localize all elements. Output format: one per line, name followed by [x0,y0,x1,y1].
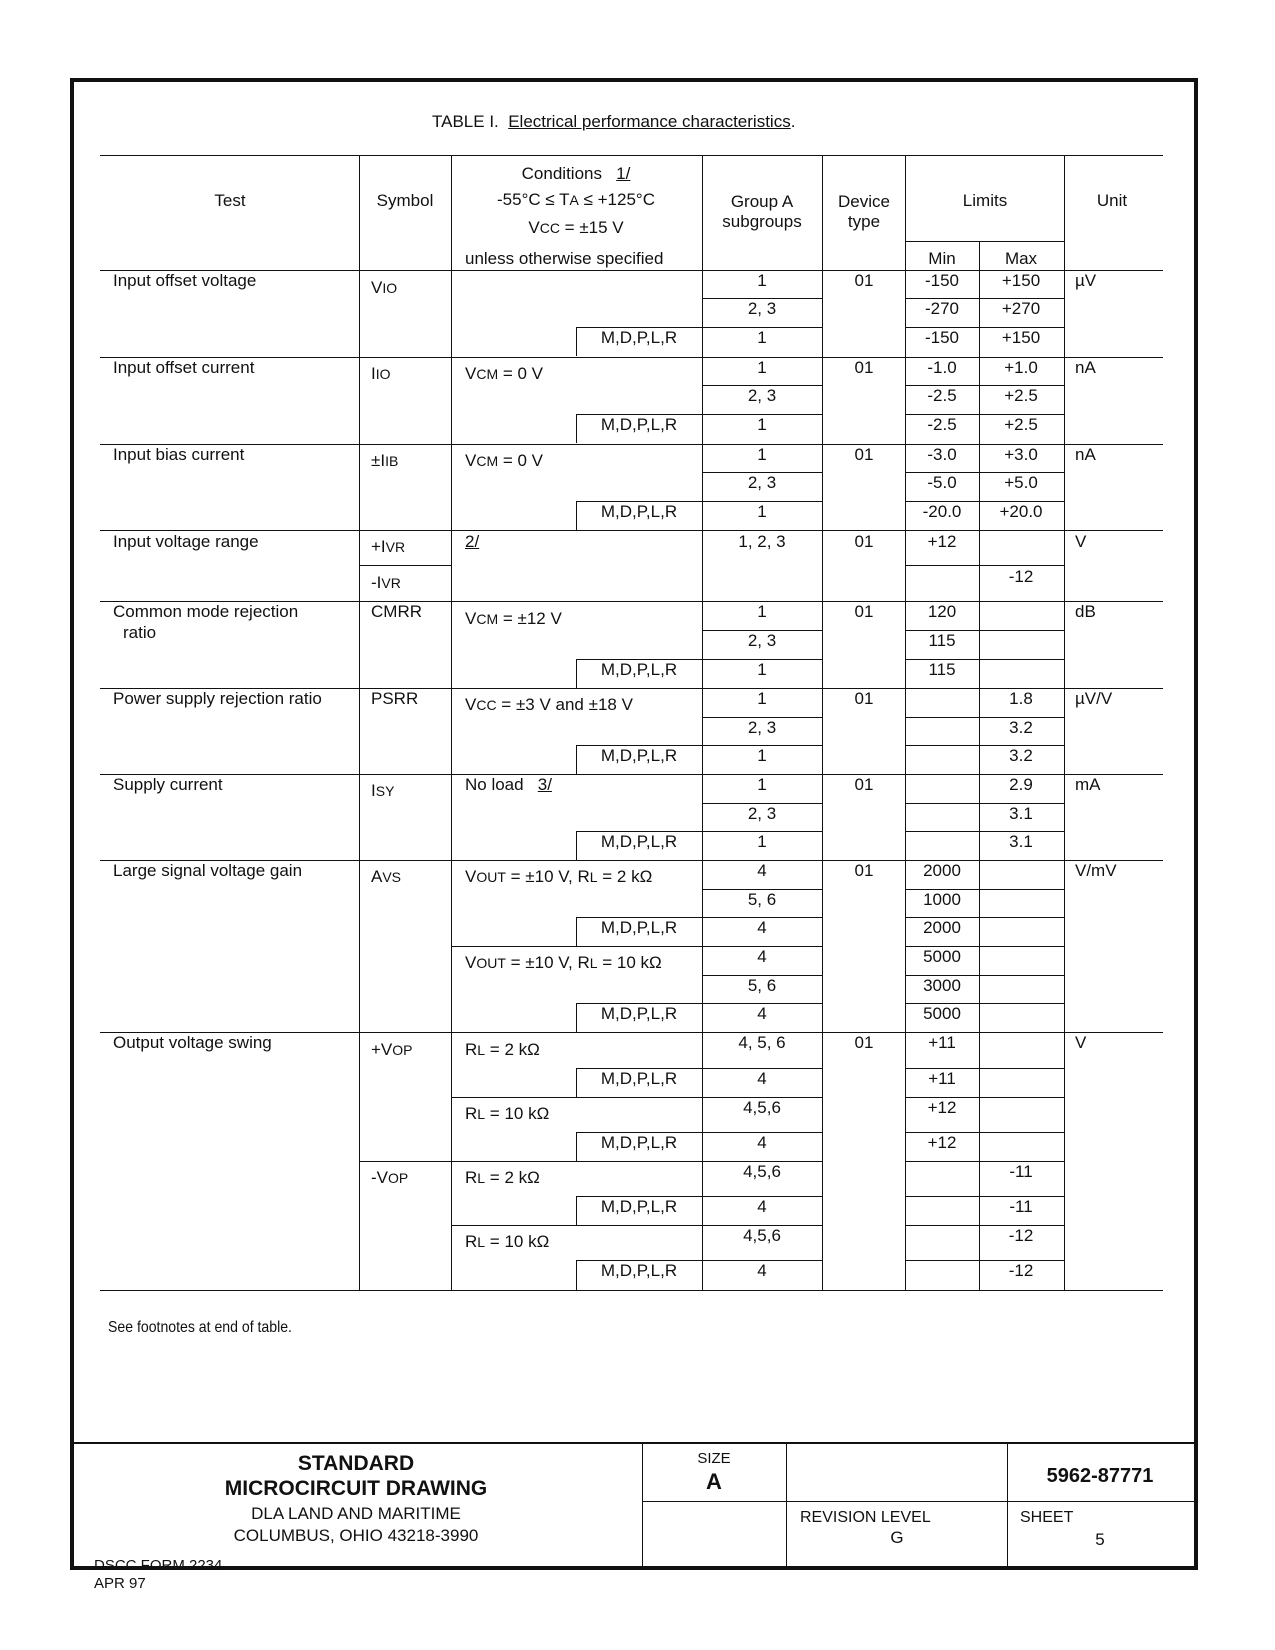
header-symbol: Symbol [376,191,434,210]
row-iio-max: +2.5 [1004,415,1038,434]
row-vio-min: -150 [924,271,960,290]
row-isy-condition: No load 3/ [465,775,552,794]
row-ivr-unit: V [1075,532,1087,551]
row-iio-max: +1.0 [1004,358,1038,377]
row-cmrr-symbol: CMRR [371,602,422,621]
sheet-label: SHEET [1020,1509,1074,1526]
sheet-value: 5 [1095,1530,1105,1549]
form-date: APR 97 [94,1575,146,1592]
row-ivr-note: 2/ [465,532,480,551]
header-max: Max [1004,249,1038,268]
footnote: See footnotes at end of table. [108,1319,292,1336]
row-vop-min: +12 [927,1133,957,1152]
row-isy-qml: M,D,P,L,R [600,832,678,851]
row-psrr-device: 01 [854,689,874,708]
row-psrr-sub: 1 [757,746,767,765]
row-avs-min: 3000 [923,976,961,995]
row-vop-symbol-pos: +VOP [371,1040,413,1059]
row-vop-symbol-neg: -VOP [371,1168,409,1187]
row-iio-min: -1.0 [927,358,957,377]
row-isy-device: 01 [854,775,874,794]
row-iio-device: 01 [854,358,874,377]
row-iib-min: -20.0 [922,502,962,521]
row-vio-symbol: VIO [371,278,398,297]
row-isy-test: Supply current [113,775,223,794]
row-avs-min: 1000 [923,890,961,909]
row-vio-device: 01 [854,271,874,290]
row-iio-symbol: IIO [371,364,391,383]
row-cmrr-min: 120 [927,602,957,621]
row-iib-min: -5.0 [927,473,957,492]
row-vop-qml: M,D,P,L,R [600,1197,678,1216]
row-psrr-test: Power supply rejection ratio [113,689,322,708]
row-iib-sub: 2, 3 [747,473,777,492]
row-cmrr-sub: 1 [757,602,767,621]
row-vop-condition-2k: RL = 2 kΩ [465,1168,540,1187]
row-iib-sub: 1 [757,502,767,521]
row-cmrr-min: 115 [928,660,956,679]
row-vio-max: +150 [1001,328,1041,347]
header-type: type [847,212,881,231]
row-cmrr-unit: dB [1075,602,1096,621]
row-psrr-sub: 2, 3 [747,718,777,737]
row-cmrr-min: 115 [928,631,956,650]
row-avs-symbol: AVS [371,867,402,886]
row-avs-sub: 5, 6 [747,890,777,909]
row-iio-unit: nA [1075,358,1096,377]
row-vop-condition-10k: RL = 10 kΩ [465,1104,550,1123]
row-vop-min: +11 [928,1069,956,1088]
row-avs-min: 5000 [923,1004,961,1023]
row-psrr-max: 3.2 [1009,718,1033,737]
row-isy-sub: 1 [757,775,767,794]
row-avs-min: 2000 [923,918,961,937]
row-vop-max: -11 [1009,1162,1033,1181]
row-vop-device: 01 [854,1033,874,1052]
row-vop-sub: 4 [757,1261,767,1280]
row-avs-sub: 4 [757,947,767,966]
row-iib-max: +5.0 [1004,473,1038,492]
row-iib-unit: nA [1075,445,1096,464]
row-iib-max: +3.0 [1004,445,1038,464]
row-vop-sub: 4, 5, 6 [738,1033,786,1052]
row-isy-unit: mA [1075,775,1101,794]
row-iib-sub: 1 [757,445,767,464]
header-limits: Limits [962,191,1008,210]
row-vio-unit: µV [1075,271,1097,290]
row-ivr-test: Input voltage range [113,532,259,551]
row-iio-condition: VCM = 0 V [465,364,544,383]
row-cmrr-condition: VCM = ±12 V [465,609,562,628]
header-unit: Unit [1096,191,1128,210]
row-cmrr-sub: 2, 3 [747,631,777,650]
row-avs-device: 01 [854,861,874,880]
header-vcc: VCC = ±15 V [528,218,624,237]
row-avs-condition-10k: VOUT = ±10 V, RL = 10 kΩ [465,953,662,972]
row-isy-sub: 2, 3 [747,804,777,823]
row-ivr-max: -12 [1008,567,1034,586]
row-vop-min: +12 [927,1098,957,1117]
row-psrr-condition: VCC = ±3 V and ±18 V [465,695,633,714]
row-iio-qml: M,D,P,L,R [600,415,678,434]
row-vop-sub: 4,5,6 [743,1098,781,1117]
row-vop-qml: M,D,P,L,R [600,1133,678,1152]
header-test: Test [214,191,246,210]
row-iio-sub: 1 [757,415,767,434]
row-vop-test: Output voltage swing [113,1033,272,1052]
row-avs-sub: 4 [757,1004,767,1023]
size-label: SIZE [697,1450,731,1467]
header-group-a: Group A [730,192,794,211]
header-conditions: Conditions 1/ [521,164,631,183]
row-isy-sub: 1 [757,832,767,851]
row-vop-sub: 4,5,6 [743,1226,781,1245]
row-vop-qml: M,D,P,L,R [600,1069,678,1088]
row-vop-unit: V [1075,1033,1087,1052]
row-psrr-sub: 1 [757,689,767,708]
row-ivr-min: +12 [927,532,957,551]
row-vio-sub: 1 [757,271,767,290]
row-avs-qml: M,D,P,L,R [600,918,678,937]
row-iio-test: Input offset current [113,358,255,377]
row-iib-min: -3.0 [927,445,957,464]
row-vop-condition-10k: RL = 10 kΩ [465,1232,550,1251]
row-avs-min: 5000 [923,947,961,966]
title-standard: STANDARD [297,1452,415,1475]
row-iib-device: 01 [854,445,874,464]
row-avs-sub: 4 [757,918,767,937]
row-vop-qml: M,D,P,L,R [600,1261,678,1280]
drawing-number: 5962-87771 [1046,1465,1154,1487]
row-vio-max: +270 [1001,299,1041,318]
row-vio-test: Input offset voltage [113,271,257,290]
row-vio-sub: 2, 3 [747,299,777,318]
header-unless: unless otherwise specified [465,249,664,268]
row-isy-max: 3.1 [1009,804,1033,823]
row-isy-symbol: ISY [371,781,395,800]
size-value: A [706,1469,722,1494]
row-vop-min: +11 [928,1033,956,1052]
row-vio-max: +150 [1001,271,1041,290]
row-vop-sub: 4,5,6 [743,1162,781,1181]
row-avs-condition-2k: VOUT = ±10 V, RL = 2 kΩ [465,867,653,886]
form-number: DSCC FORM 2234 [94,1557,223,1574]
row-psrr-symbol: PSRR [371,689,419,708]
row-psrr-unit: µV/V [1075,689,1113,708]
header-device: Device [838,192,890,211]
title-drawing: MICROCIRCUIT DRAWING [224,1477,488,1500]
row-vop-max: -12 [1008,1261,1034,1280]
row-avs-unit: V/mV [1075,861,1117,880]
row-iib-max: +20.0 [999,502,1043,521]
title-address: COLUMBUS, OHIO 43218-3990 [233,1526,479,1545]
row-iio-min: -2.5 [927,386,957,405]
row-iib-condition: VCM = 0 V [465,451,544,470]
row-vop-max: -11 [1009,1197,1033,1216]
row-vop-max: -12 [1008,1226,1034,1245]
row-avs-qml: M,D,P,L,R [600,1004,678,1023]
row-avs-min: 2000 [923,861,961,880]
row-cmrr-test: Common mode rejection [113,602,299,621]
row-vop-condition-2k: RL = 2 kΩ [465,1040,540,1059]
row-avs-sub: 5, 6 [747,976,777,995]
header-subgroups: subgroups [722,212,802,231]
row-isy-max: 2.9 [1009,775,1033,794]
row-ivr-device: 01 [854,532,874,551]
row-vio-qml: M,D,P,L,R [600,328,678,347]
row-vio-min: -270 [924,299,960,318]
header-temp: -55°C ≤ TA ≤ +125°C [497,190,655,209]
row-psrr-max: 1.8 [1009,689,1033,708]
revision-label: REVISION LEVEL [800,1509,931,1526]
row-isy-max: 3.1 [1009,832,1033,851]
row-cmrr-test-2: ratio [123,623,157,642]
row-avs-test: Large signal voltage gain [113,861,303,880]
row-cmrr-device: 01 [854,602,874,621]
row-iio-max: +2.5 [1004,386,1038,405]
row-vop-sub: 4 [757,1197,767,1216]
row-iio-min: -2.5 [927,415,957,434]
row-cmrr-sub: 1 [757,660,767,679]
row-iib-test: Input bias current [113,445,245,464]
row-vio-min: -150 [924,328,960,347]
row-iio-sub: 2, 3 [747,386,777,405]
title-agency: DLA LAND AND MARITIME [251,1504,461,1523]
row-ivr-sub: 1, 2, 3 [738,532,786,551]
table-title: TABLE I. Electrical performance characteristics. [432,112,796,131]
revision-value: G [890,1528,904,1547]
row-vio-sub: 1 [757,328,767,347]
row-avs-sub: 4 [757,861,767,880]
row-ivr-symbol-pos: +IVR [371,537,406,556]
header-min: Min [928,249,956,268]
row-vop-sub: 4 [757,1069,767,1088]
row-iio-sub: 1 [757,358,767,377]
row-iib-qml: M,D,P,L,R [600,502,678,521]
row-psrr-max: 3.2 [1009,746,1033,765]
row-ivr-symbol-neg: -IVR [371,573,401,592]
row-vop-sub: 4 [757,1133,767,1152]
row-psrr-qml: M,D,P,L,R [600,746,678,765]
row-cmrr-qml: M,D,P,L,R [600,660,678,679]
row-iib-symbol: ±IIB [371,451,399,470]
